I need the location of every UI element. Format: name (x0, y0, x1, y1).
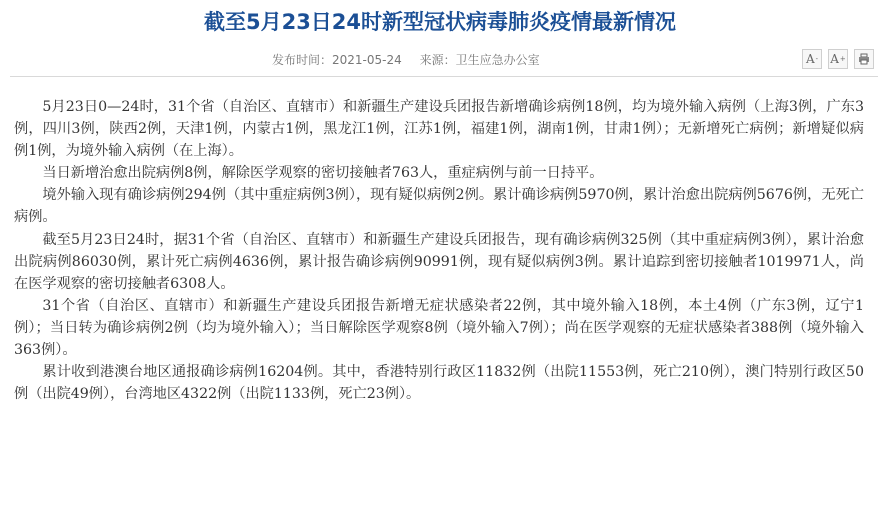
article-body (14, 96, 864, 405)
article-meta (272, 52, 554, 68)
source-info (420, 53, 540, 67)
printer-icon (858, 53, 870, 65)
paragraph-6: 累计收到港澳台地区通报确诊病例16204例。其中，香港特别行政区11832例（出院11553例，死亡210例），澳门特别行政区50例（出院49例），台湾地区4322例（出院1133例，死亡23例）。 (14, 364, 864, 403)
publish-info (272, 53, 402, 67)
paragraph-5: 31个省（自治区、直辖市）和新疆生产建设兵团报告新增无症状感染者22例，其中境外输入18例，本土4例（广东3例，辽宁1例）；当日转为确诊病例2例（均为境外输入）；当日解除医学观察8例（境外输入7例）；尚在医学观察的无症状感染者388例（境外输入363例）。 (14, 297, 864, 359)
print-button[interactable] (854, 49, 874, 69)
paragraph-2: 当日新增治愈出院病例8例，解除医学观察的密切接触者763人，重症病例与前一日持平。 (42, 165, 604, 182)
source-name: 卫生应急办公室 (455, 53, 540, 67)
paragraph-4: 截至5月23日24时，据31个省（自治区、直辖市）和新疆生产建设兵团报告，现有确诊病例325例（其中重症病例3例），累计治愈出院病例86030例，累计死亡病例4636例，累计报告确诊病例90991例，现有疑似病例3例。累计追踪到密切接触者1019971人，尚在医学观察的密切接触者6308人。 (14, 231, 864, 292)
paragraph-1: 5月23日0—24时，31个省（自治区、直辖市）和新疆生产建设兵团报告新增确诊病例18例，均为境外输入病例（上海3例，广东3例，四川3例，陕西2例，天津1例，内蒙古1例，黑龙江1例，江苏1例，福建1例，湖南1例，甘肃1例）；无新增死亡病例；新增疑似病例1例，为境外输入病例（在上海）。 (14, 99, 864, 160)
increase-font-button[interactable]: A + (828, 49, 848, 69)
article-meta-bar (10, 46, 878, 77)
article-tools (802, 49, 874, 69)
publish-label: 发布时间： (272, 53, 333, 67)
publish-date: 2021-05-24 (332, 53, 402, 67)
article-title: 截至5月23日24时新型冠状病毒肺炎疫情最新情况 (203, 10, 677, 34)
decrease-font-button[interactable]: A - (802, 49, 822, 69)
source-label: 来源： (419, 53, 456, 67)
paragraph-3: 境外输入现有确诊病例294例（其中重症病例3例），现有疑似病例2例。累计确诊病例5970例，累计治愈出院病例5676例，无死亡病例。 (14, 187, 864, 226)
